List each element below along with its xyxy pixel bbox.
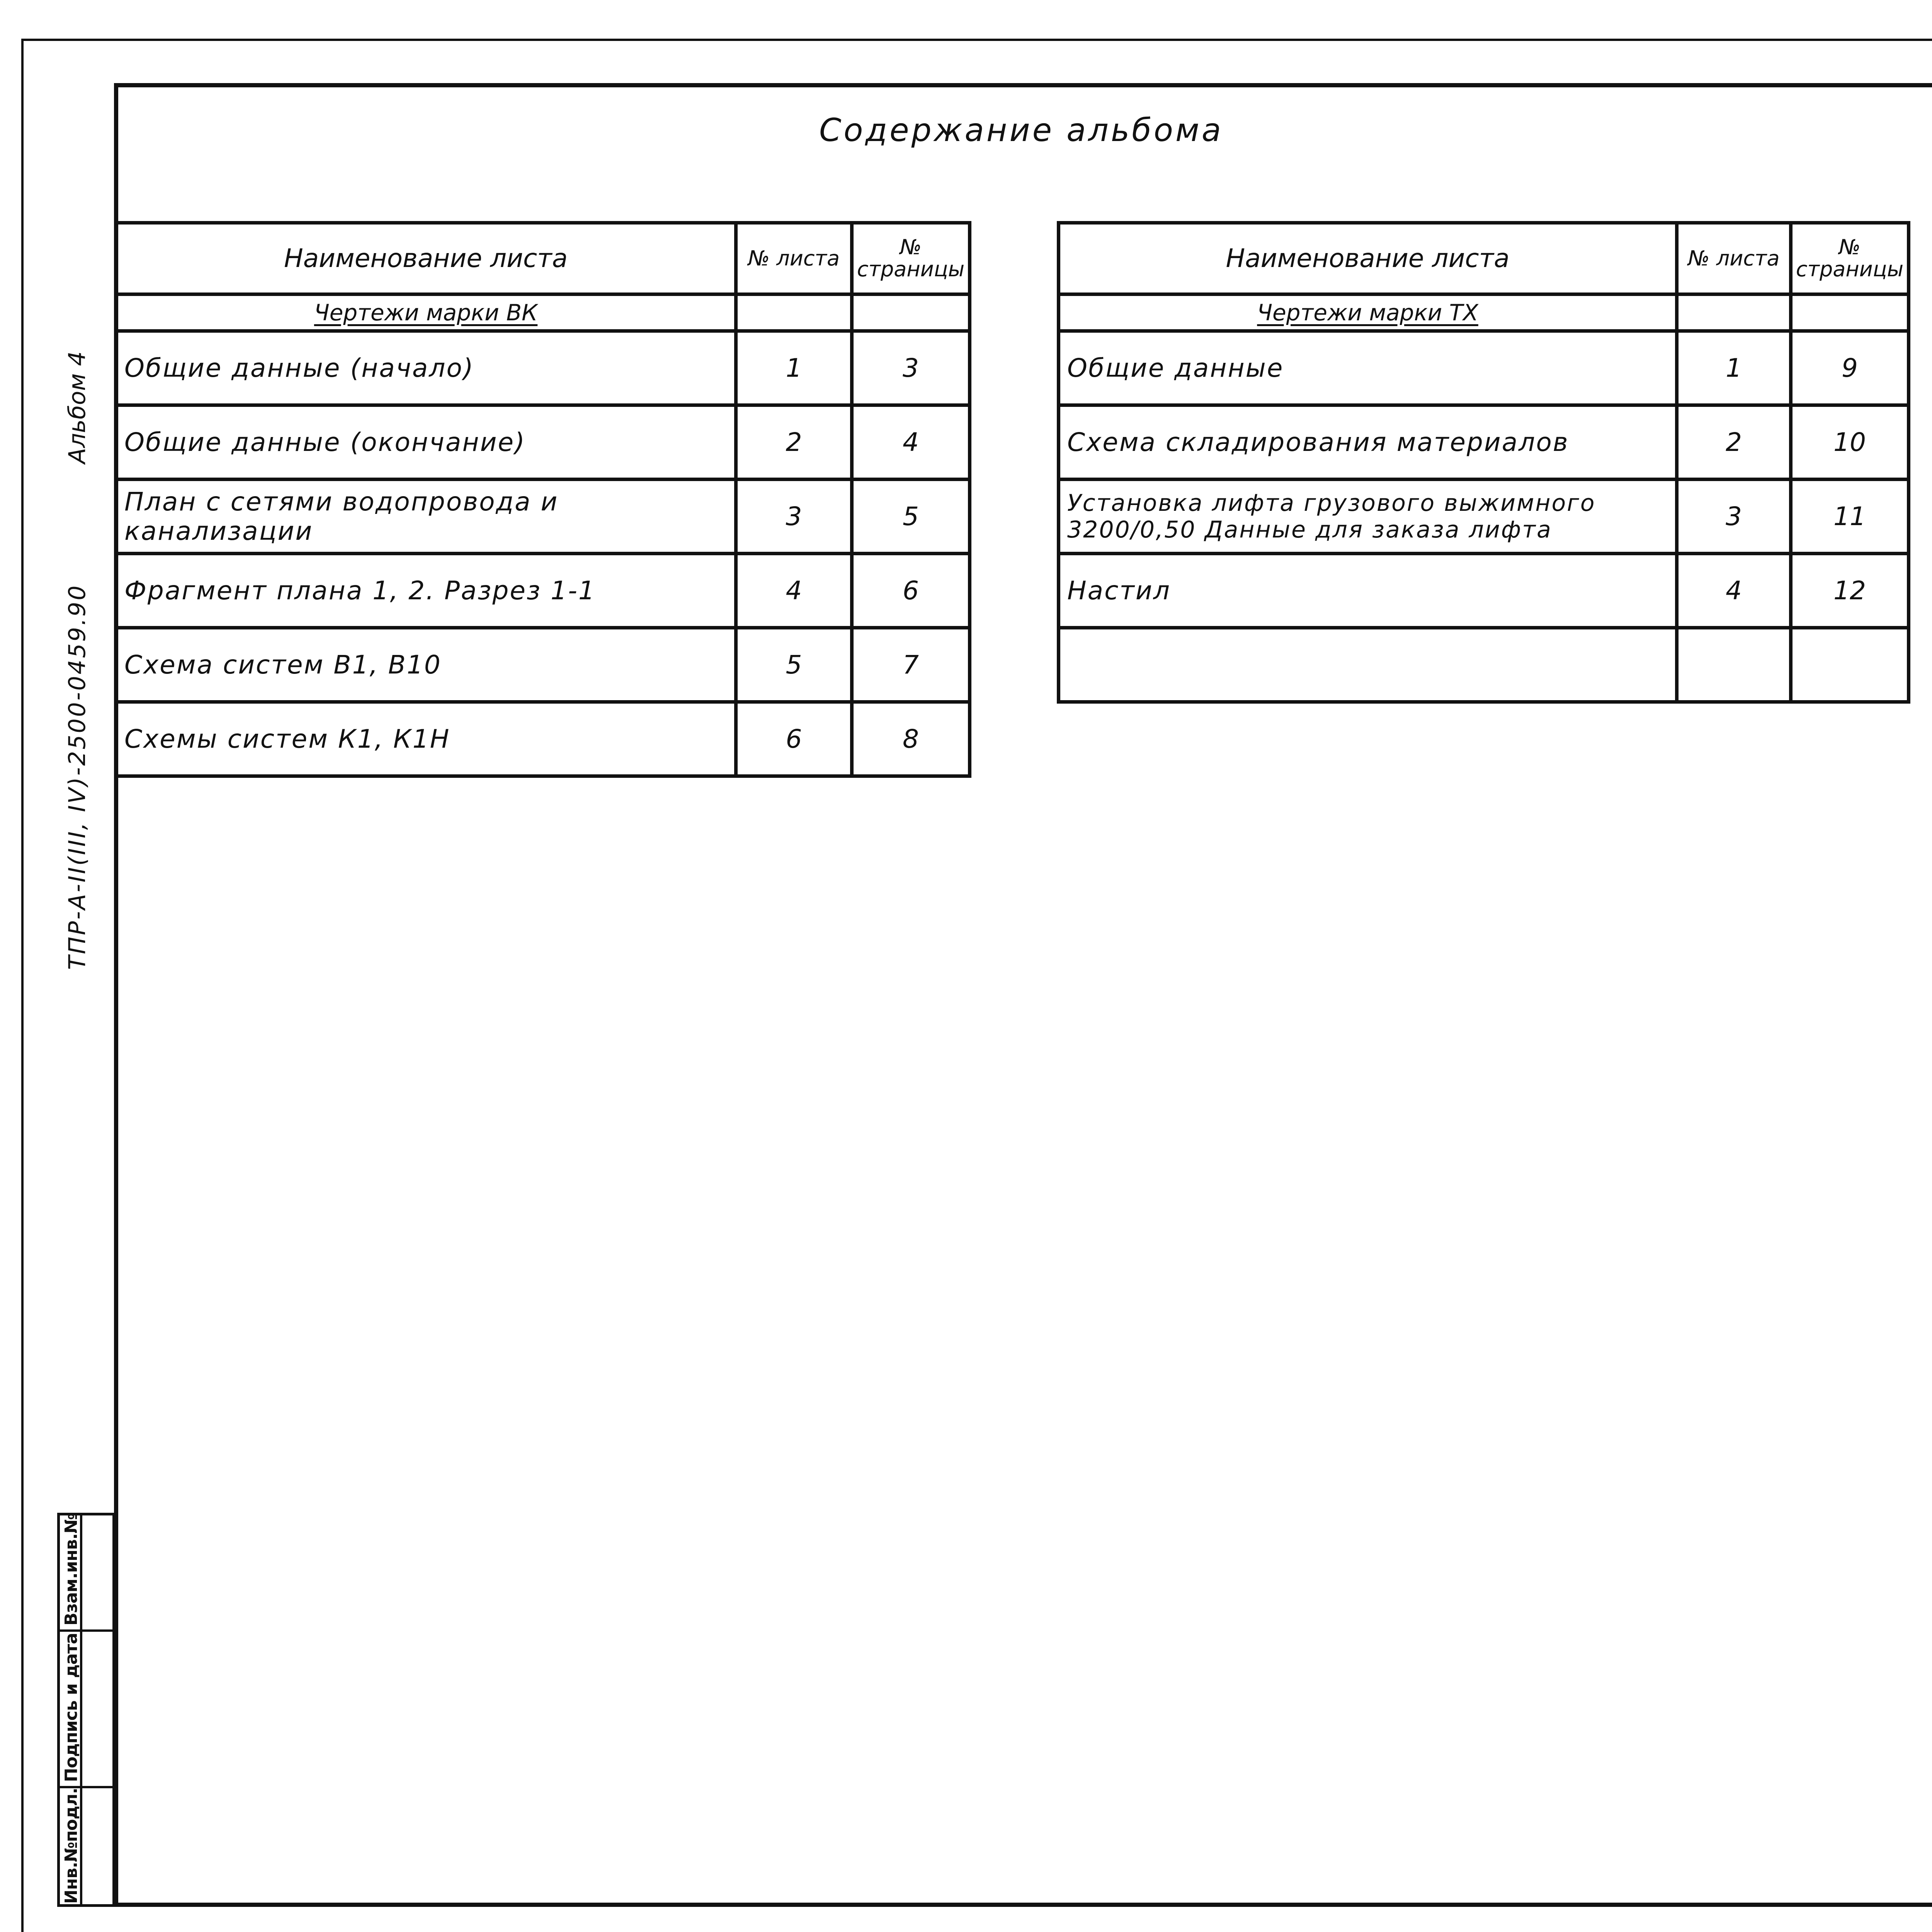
sheet-no: 3 <box>736 480 852 554</box>
section-row <box>1059 294 1909 331</box>
header-sheet-no: № листа <box>736 223 852 294</box>
page-no <box>1791 628 1909 702</box>
sheet-no: 4 <box>1677 554 1791 628</box>
header-page-no: № страницы <box>852 223 970 294</box>
table-row <box>1059 405 1909 480</box>
page-no: 11 <box>1791 480 1909 554</box>
header-sheet-no: № листа <box>1677 223 1791 294</box>
sheet-no: 2 <box>736 405 852 480</box>
sheet-name: Общие данные (окончание) <box>116 405 736 480</box>
page-no: 8 <box>852 702 970 776</box>
header-name: Наименование листа <box>1059 223 1677 294</box>
table-header-row <box>1059 223 1909 294</box>
header-page-no: № страницы <box>1791 223 1909 294</box>
sheet-no: 3 <box>1677 480 1791 554</box>
page-no: 12 <box>1791 554 1909 628</box>
designation-label: ТПР-А-II(III, IV)-2500-0459.90 <box>64 584 91 970</box>
registration-stamp <box>57 1513 115 1907</box>
page-no: 3 <box>852 331 970 405</box>
toc-table-vk <box>114 221 971 778</box>
section-title-vk: Чертежи марки ВК <box>314 299 538 326</box>
table-row <box>116 480 970 554</box>
sheet-no: 6 <box>736 702 852 776</box>
album-label: Альбом 4 <box>64 351 91 464</box>
page-no: 5 <box>852 480 970 554</box>
page-title: Содержание альбома <box>819 112 1223 149</box>
sheet-no: 4 <box>736 554 852 628</box>
sheet-name: Общие данные <box>1059 331 1677 405</box>
sheet-name: Схемы систем К1, К1Н <box>116 702 736 776</box>
table-row <box>116 628 970 702</box>
toc-table-tx <box>1057 221 1910 704</box>
sheet-no <box>1677 628 1791 702</box>
table-row <box>1059 331 1909 405</box>
page-no: 6 <box>852 554 970 628</box>
table-row <box>116 405 970 480</box>
page-no: 4 <box>852 405 970 480</box>
sheet-name: Фрагмент плана 1, 2. Разрез 1-1 <box>116 554 736 628</box>
sheet-name: План с сетями водопровода и канализации <box>116 480 736 554</box>
sheet-name <box>1059 628 1677 702</box>
table-header-row <box>116 223 970 294</box>
header-name: Наименование листа <box>116 223 736 294</box>
table-row <box>116 554 970 628</box>
sheet-no: 2 <box>1677 405 1791 480</box>
stamp-label-inv-no: Инв.№подл. <box>61 1788 81 1904</box>
table-row <box>1059 554 1909 628</box>
sheet-name: Общие данные (начало) <box>116 331 736 405</box>
sheet-name: Схема складирования материалов <box>1059 405 1677 480</box>
section-row <box>116 294 970 331</box>
stamp-label-replacement-inv: Взам.инв.№ <box>61 1513 81 1626</box>
page-no: 7 <box>852 628 970 702</box>
sheet-name: Установка лифта грузового выжимного 3200/0,50 Данные для заказа лифта <box>1059 480 1677 554</box>
page-no: 9 <box>1791 331 1909 405</box>
section-title-tx: Чертежи марки ТХ <box>1257 299 1478 326</box>
sheet-no: 1 <box>1677 331 1791 405</box>
sheet-name: Схема систем В1, В10 <box>116 628 736 702</box>
table-row <box>116 702 970 776</box>
stamp-label-signature-date: Подпись и дата <box>61 1633 81 1782</box>
sheet-name: Настил <box>1059 554 1677 628</box>
sheet-no: 1 <box>736 331 852 405</box>
page-no: 10 <box>1791 405 1909 480</box>
table-row <box>1059 628 1909 702</box>
table-row <box>1059 480 1909 554</box>
table-row <box>116 331 970 405</box>
sheet-no: 5 <box>736 628 852 702</box>
stamp-divider <box>60 1629 113 1632</box>
